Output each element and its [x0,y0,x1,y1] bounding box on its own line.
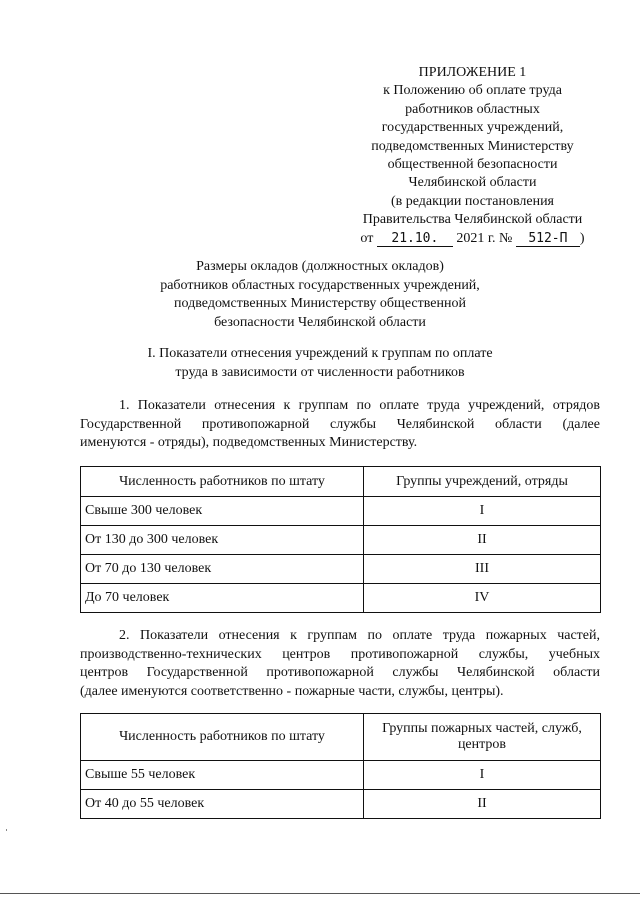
table-cell: Свыше 300 человек [81,497,364,526]
table-cell: III [364,555,601,584]
table-cell: II [364,790,601,819]
title-line: безопасности Челябинской области [214,314,426,330]
table-header-row [81,714,601,761]
appendix-line: подведомственных Министерству [371,138,574,154]
table-cell: II [364,526,601,555]
groups-table-2 [80,713,601,819]
paragraph-line: центров Государственной противопожарной службы Челябинской области [80,665,600,681]
paragraph-line: 2. Показатели отнесения к группам по оплате труда пожарных частей, [119,628,600,643]
appendix-line: к Положению об оплате труда [383,83,562,99]
document-title [120,258,520,332]
paragraph-line: производственно-технических центров противопожарной службы, учебных [80,646,600,662]
page-bottom-edge [0,893,640,894]
title-line: Размеры окладов (должностных окладов) [196,259,444,274]
scan-mark [6,829,7,831]
section-heading [120,345,520,382]
table-row [81,555,601,584]
appendix-title: ПРИЛОЖЕНИЕ 1 [418,65,527,80]
appendix-line: общественной безопасности [387,157,558,173]
table-header-cell: Численность работников по штату [81,714,364,761]
title-line: работников областных государственных учреждений, [160,277,480,293]
appendix-line: работников областных [405,101,540,117]
table-cell: До 70 человек [81,584,364,613]
groups-table-1 [80,466,601,613]
document-number: 512-П [516,232,580,247]
table-row [81,761,601,790]
table-row [81,497,601,526]
table-cell: I [364,761,601,790]
title-line: подведомственных Министерству общественной [174,296,466,311]
paragraph-line: 1. Показатели отнесения к группам по оплате труда учреждений, отрядов [119,398,600,413]
table-cell: От 40 до 55 человек [81,790,364,819]
appendix-line: Правительства Челябинской области [362,212,583,228]
table-row [81,790,601,819]
table-header-cell: Группы пожарных частей, служб, центров [364,714,601,761]
paragraph-line: именуются - отряды), подведомственных Министерству. [80,435,418,451]
table-cell: Свыше 55 человек [81,761,364,790]
table-cell: IV [364,584,601,613]
table-header-row [81,467,601,497]
table-cell: I [364,497,601,526]
paragraph-line: (далее именуются соответственно - пожарные части, службы, центры). [80,683,504,699]
table-row [81,584,601,613]
table-cell: От 130 до 300 человек [81,526,364,555]
paragraph-1 [80,397,600,453]
closing-paren: ) [579,230,585,246]
paragraph-2 [80,627,600,701]
year-text: 2021 г. № [456,230,513,246]
table-header-cell: Группы учреждений, отряды [364,467,601,497]
table-cell: От 70 до 130 человек [81,555,364,584]
section-heading-line: I. Показатели отнесения учреждений к группам по оплате [147,346,493,361]
appendix-line: государственных учреждений, [381,120,564,136]
table-header-cell: Численность работников по штату [81,467,364,497]
appendix-date-line [330,230,615,248]
appendix-header [330,64,615,248]
date-value: 21.10. [377,232,453,247]
date-prefix: от [360,230,374,246]
appendix-line: Челябинской области [408,175,537,191]
table-row [81,526,601,555]
appendix-line: (в редакции постановления [390,193,555,209]
paragraph-line: Государственной противопожарной службы Челябинской области (далее [80,416,600,432]
section-heading-line: труда в зависимости от численности работников [175,364,465,380]
